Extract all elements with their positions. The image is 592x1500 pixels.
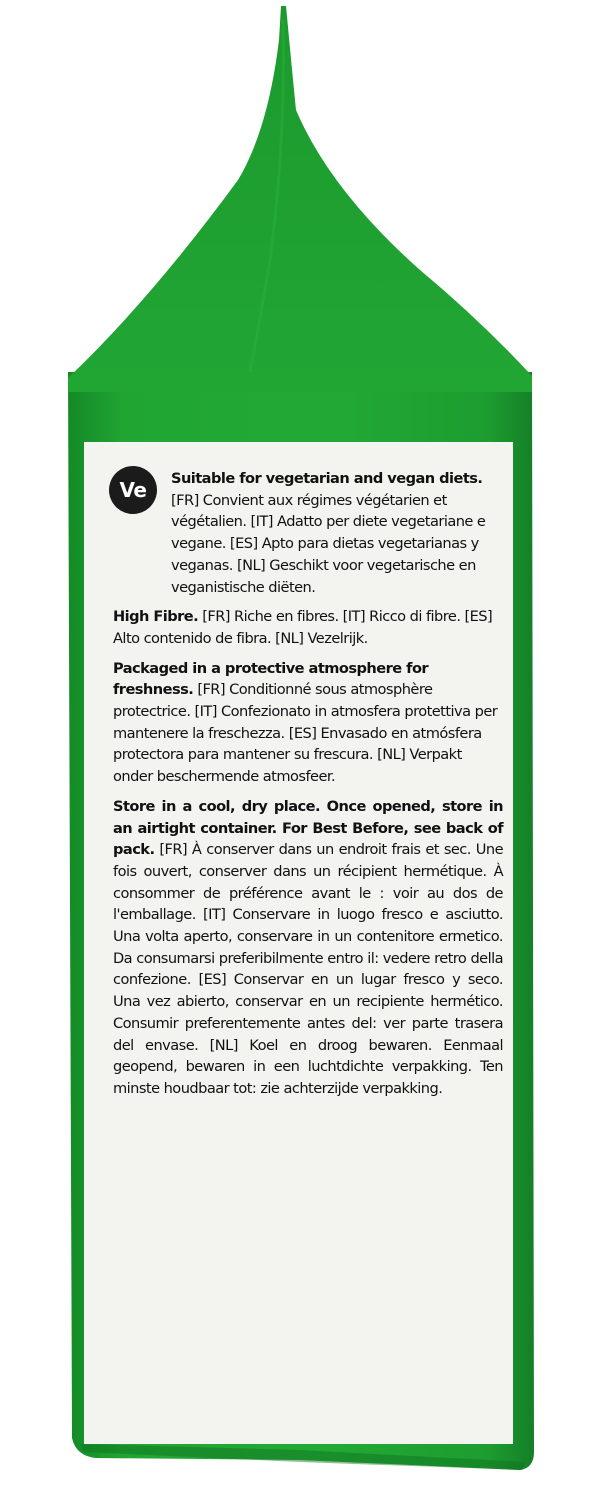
vegan-badge-icon: Ve: [109, 466, 157, 514]
diet-heading: Suitable for vegetarian and vegan diets.: [171, 470, 483, 487]
packaging-translations: [FR] Conditionné sous atmosphère protectrice. [IT] Confezionato in atmosfera protettiva per mantenere la freschezza. [ES] Envasado en atmósfera protectora para mantener su frescura. [NL] Verpakt onder beschermende atmosfeer.: [113, 681, 498, 786]
fibre-section: [113, 606, 503, 649]
fibre-translations: [FR] Riche en fibres. [IT] Ricco di fibre. [ES] Alto contenido de fibra. [NL] Vezelrijk.: [113, 608, 493, 647]
info-label: [84, 442, 513, 1444]
bag-top: [68, 6, 532, 392]
packaging-heading: Packaged in a protective atmosphere for freshness.: [113, 659, 429, 699]
diet-section: [171, 468, 507, 598]
diet-translations: [FR] Convient aux régimes végétarien et végétalien. [IT] Adatto per diete vegetariane e vegane. [ES] Apto para dietas vegetarianas y veganas. [NL] Geschikt voor vegetarische en veganistische diëten.: [171, 491, 486, 596]
packaging-section: [113, 658, 503, 788]
storage-section: [113, 796, 503, 1100]
storage-heading: Store in a cool, dry place. Once opened, store in an airtight container. For Best Before, see back of pack.: [113, 797, 503, 859]
storage-translations: [FR] À conserver dans un endroit frais et sec. Une fois ouvert, conserver dans un récipient hermétique. À consommer de préférence avant le : voir au dos de l'emballage. [IT] Conservare in luogo fresco e asciutto. Una volta aperto, conservare in un contenitore ermetico. Da consumarsi preferibilmente entro il: vedere retro della confezione. [ES] Conservar en un lugar fresco y seco. Una vez abierto, conservar en un recipiente hermético. Consumir preferentemente antes del: ver parte trasera del envase. [NL] Koel en droog bewaren. Eenmaal geopend, bewaren in een luchtdichte verpakking. Ten minste houdbaar tot: zie achterzijde verpakking.: [113, 841, 503, 1097]
fibre-heading: High Fibre.: [113, 608, 199, 626]
